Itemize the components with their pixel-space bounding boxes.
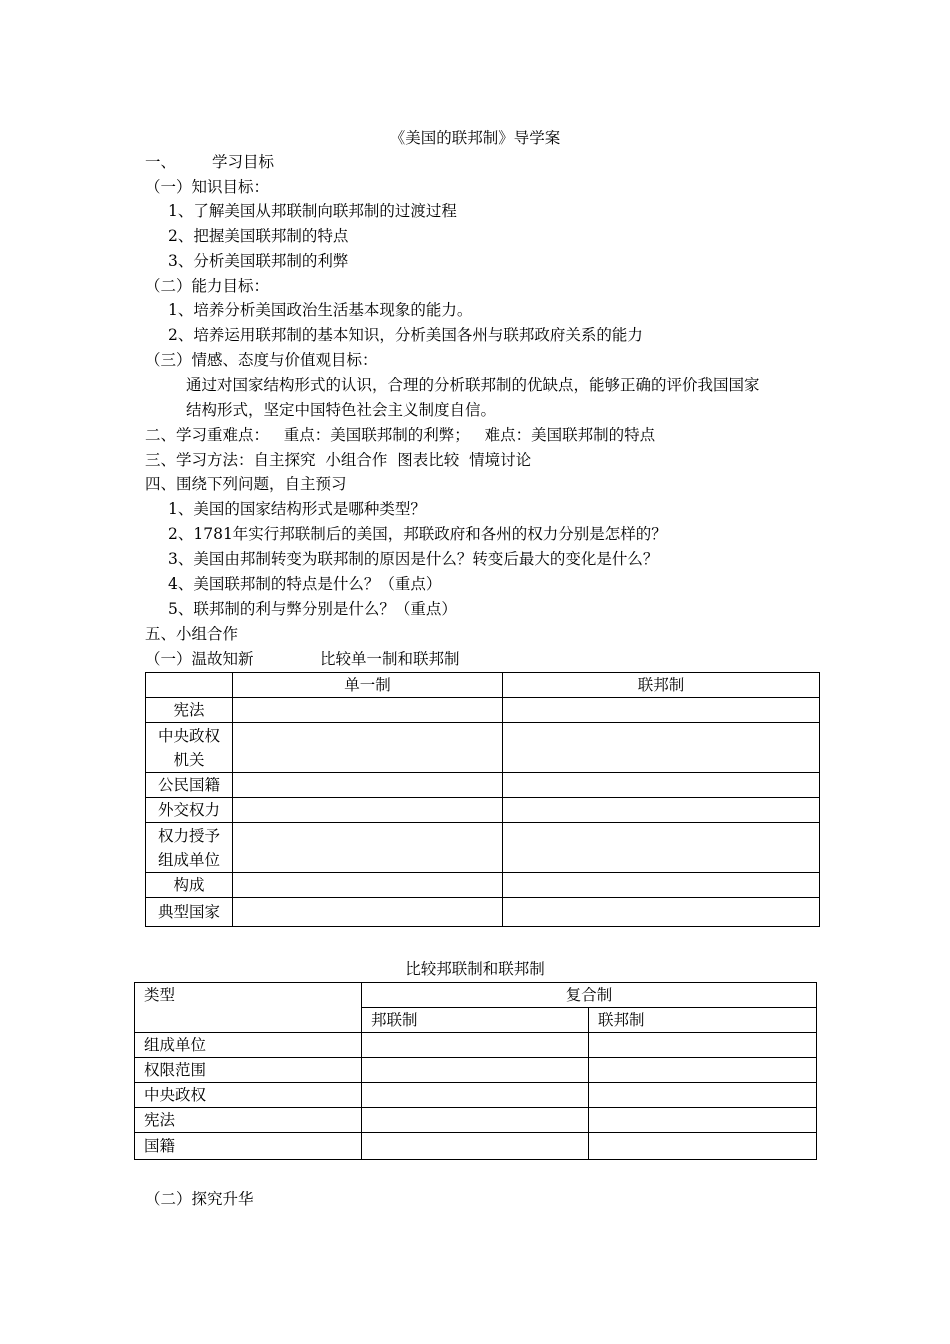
row-label	[146, 723, 233, 773]
subsection-review-heading: （一）温故知新	[145, 650, 254, 668]
answer-cell[interactable]	[589, 1108, 817, 1133]
answer-cell[interactable]	[503, 873, 820, 898]
question-item: 3、美国由邦制转变为联邦制的原因是什么？转变后最大的变化是什么？	[168, 550, 659, 568]
row-label: 典型国家	[146, 898, 233, 927]
type-header-cell: 类型	[135, 983, 362, 1033]
table-header-row	[146, 673, 820, 698]
table-row	[135, 1033, 817, 1058]
answer-cell[interactable]	[233, 773, 503, 798]
row-label: 宪法	[135, 1108, 362, 1133]
row-label: 国籍	[135, 1133, 362, 1160]
answer-cell[interactable]	[503, 798, 820, 823]
comparison-table-unitary-federal	[145, 672, 820, 927]
answer-cell[interactable]	[362, 1108, 589, 1133]
table-row	[135, 1108, 817, 1133]
knowledge-goals-heading: （一）知识目标：	[145, 178, 270, 196]
header-cell: 联邦制	[589, 1008, 817, 1033]
values-goals-heading: （三）情感、态度与价值观目标：	[145, 351, 378, 369]
answer-cell[interactable]	[503, 898, 820, 927]
row-label	[146, 823, 233, 873]
row-label: 宪法	[146, 698, 233, 723]
knowledge-goal-item: 1、了解美国从邦联制向联邦制的过渡过程	[168, 202, 457, 220]
answer-cell[interactable]	[362, 1033, 589, 1058]
table-row	[146, 898, 820, 927]
row-label: 组成单位	[135, 1033, 362, 1058]
answer-cell[interactable]	[233, 723, 503, 773]
answer-cell[interactable]	[503, 773, 820, 798]
answer-cell[interactable]	[589, 1083, 817, 1108]
header-cell	[146, 673, 233, 698]
subsection-explore-heading: （二）探究升华	[145, 1190, 254, 1208]
table-row	[135, 1083, 817, 1108]
question-item: 1、美国的国家结构形式是哪种类型？	[168, 500, 426, 518]
question-item: 4、美国联邦制的特点是什么？（重点）	[168, 575, 442, 593]
row-label: 外交权力	[146, 798, 233, 823]
table-row	[146, 773, 820, 798]
table-row	[146, 873, 820, 898]
answer-cell[interactable]	[233, 698, 503, 723]
answer-cell[interactable]	[362, 1133, 589, 1160]
table-row	[146, 723, 820, 773]
answer-cell[interactable]	[503, 823, 820, 873]
answer-cell[interactable]	[233, 873, 503, 898]
comparison-table-confederal-federal	[134, 982, 817, 1160]
section-3-methods: 三、学习方法：自主探究 小组合作 图表比较 情境讨论	[145, 451, 532, 469]
answer-cell[interactable]	[233, 823, 503, 873]
values-goal-line: 结构形式，坚定中国特色社会主义制度自信。	[186, 401, 497, 419]
table-row	[135, 1058, 817, 1083]
section-2-key-points: 二、学习重难点： 重点：美国联邦制的利弊； 难点：美国联邦制的特点	[145, 426, 656, 444]
answer-cell[interactable]	[233, 898, 503, 927]
knowledge-goal-item: 2、把握美国联邦制的特点	[168, 227, 349, 245]
section-4-heading: 四、围绕下列问题，自主预习	[145, 475, 347, 493]
question-item: 5、联邦制的利与弊分别是什么？（重点）	[168, 600, 457, 618]
section-5-heading: 五、小组合作	[145, 625, 239, 643]
table-row	[146, 823, 820, 873]
table-header-row	[135, 983, 817, 1008]
section-1-number: 一、	[145, 153, 177, 171]
table-row	[146, 698, 820, 723]
answer-cell[interactable]	[503, 723, 820, 773]
table2-caption: 比较邦联制和联邦制	[405, 960, 545, 978]
row-label-line: 权力授予	[157, 826, 220, 845]
row-label-line: 机关	[173, 750, 205, 769]
table-row	[135, 1133, 817, 1160]
row-label-line: 中央政权	[157, 726, 220, 745]
section-1-title: 学习目标	[212, 153, 275, 171]
table1-caption: 比较单一制和联邦制	[320, 650, 460, 668]
answer-cell[interactable]	[362, 1058, 589, 1083]
row-label: 权限范围	[135, 1058, 362, 1083]
row-label: 公民国籍	[146, 773, 233, 798]
question-item: 2、1781年实行邦联制后的美国，邦联政府和各州的权力分别是怎样的？	[168, 525, 667, 543]
answer-cell[interactable]	[589, 1058, 817, 1083]
ability-goal-item: 1、培养分析美国政治生活基本现象的能力。	[168, 301, 473, 319]
answer-cell[interactable]	[362, 1083, 589, 1108]
ability-goals-heading: （二）能力目标：	[145, 277, 270, 295]
answer-cell[interactable]	[503, 698, 820, 723]
header-cell: 单一制	[233, 673, 503, 698]
page-title: 《美国的联邦制》导学案	[389, 129, 561, 147]
row-label: 构成	[146, 873, 233, 898]
answer-cell[interactable]	[589, 1033, 817, 1058]
values-goal-line: 通过对国家结构形式的认识，合理的分析联邦制的优缺点，能够正确的评价我国国家	[186, 376, 760, 394]
row-label-line: 组成单位	[157, 850, 220, 869]
group-header-cell: 复合制	[362, 983, 817, 1008]
table-row	[146, 798, 820, 823]
row-label: 中央政权	[135, 1083, 362, 1108]
header-cell: 邦联制	[362, 1008, 589, 1033]
ability-goal-item: 2、培养运用联邦制的基本知识，分析美国各州与联邦政府关系的能力	[168, 326, 643, 344]
knowledge-goal-item: 3、分析美国联邦制的利弊	[168, 252, 349, 270]
header-cell: 联邦制	[503, 673, 820, 698]
answer-cell[interactable]	[589, 1133, 817, 1160]
answer-cell[interactable]	[233, 798, 503, 823]
